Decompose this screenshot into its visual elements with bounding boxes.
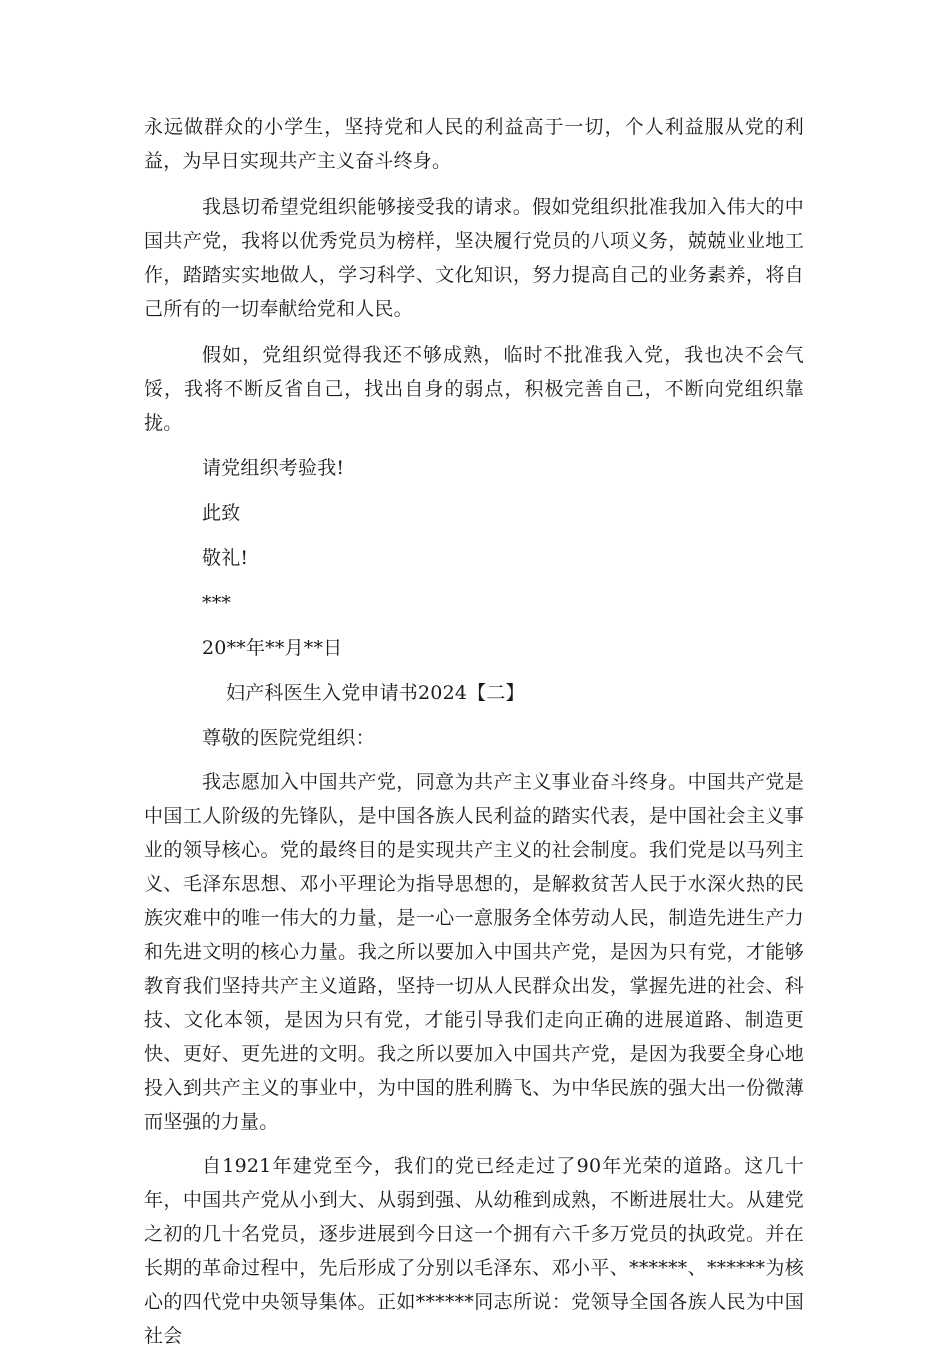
closing-line-test: 请党组织考验我! [202,457,345,479]
salutation: 尊敬的医院党组织： [202,727,375,749]
closing-line-cizhi: 此致 [202,502,241,524]
paragraph-continuation: 永远做群众的小学生，坚持党和人民的利益高于一切，个人利益服从党的利益，为早日实现共产主义奋斗终身。 [144,116,804,172]
closing-line-jingli: 敬礼! [202,547,249,569]
signature: *** [202,592,232,614]
paragraph-history: 自1921年建党至今，我们的党已经走过了90年光荣的道路。这几十年，中国共产党从小到大、从弱到强、从幼稚到成熟，不断进展壮大。从建党之初的几十名党员，逐步进展到今日这一个拥有六千多万党员的执政党。并在长期的革命过程中，先后形成了分别以毛泽东、邓小平、******、******为核心的四代党中央领导集体。正如******同志所说：党领导全国各族人民为中国社会 [144,1155,804,1347]
paragraph-resolve: 假如，党组织觉得我还不够成熟，临时不批准我入党，我也决不会气馁，我将不断反省自己，找出自身的弱点，积极完善自己，不断向党组织靠拢。 [144,344,804,434]
document-body [144,110,804,1353]
date-line: 20**年**月**日 [202,637,343,659]
paragraph-request: 我恳切希望党组织能够接受我的请求。假如党组织批准我加入伟大的中国共产党，我将以优秀党员为榜样，坚决履行党员的八项义务，兢兢业业地工作，踏踏实实地做人，学习科学、文化知识，努力提高自己的业务素养，将自己所有的一切奉献给党和人民。 [144,196,804,320]
section-heading: 妇产科医生入党申请书2024【二】 [226,682,525,704]
paragraph-motivation: 我志愿加入中国共产党，同意为共产主义事业奋斗终身。中国共产党是中国工人阶级的先锋队，是中国各族人民利益的踏实代表，是中国社会主义事业的领导核心。党的最终目的是实现共产主义的社会制度。我们党是以马列主义、毛泽东思想、邓小平理论为指导思想的，是解救贫苦人民于水深火热的民族灾难中的唯一伟大的力量，是一心一意服务全体劳动人民，制造先进生产力和先进文明的核心力量。我之所以要加入中国共产党，是因为只有党，才能够教育我们坚持共产主义道路，坚持一切从人民群众出发，掌握先进的社会、科技、文化本领，是因为只有党，才能引导我们走向正确的进展道路、制造更快、更好、更先进的文明。我之所以要加入中国共产党，是因为我要全身心地投入到共产主义的事业中，为中国的胜利腾飞、为中华民族的强大出一份微薄而坚强的力量。 [144,771,804,1133]
